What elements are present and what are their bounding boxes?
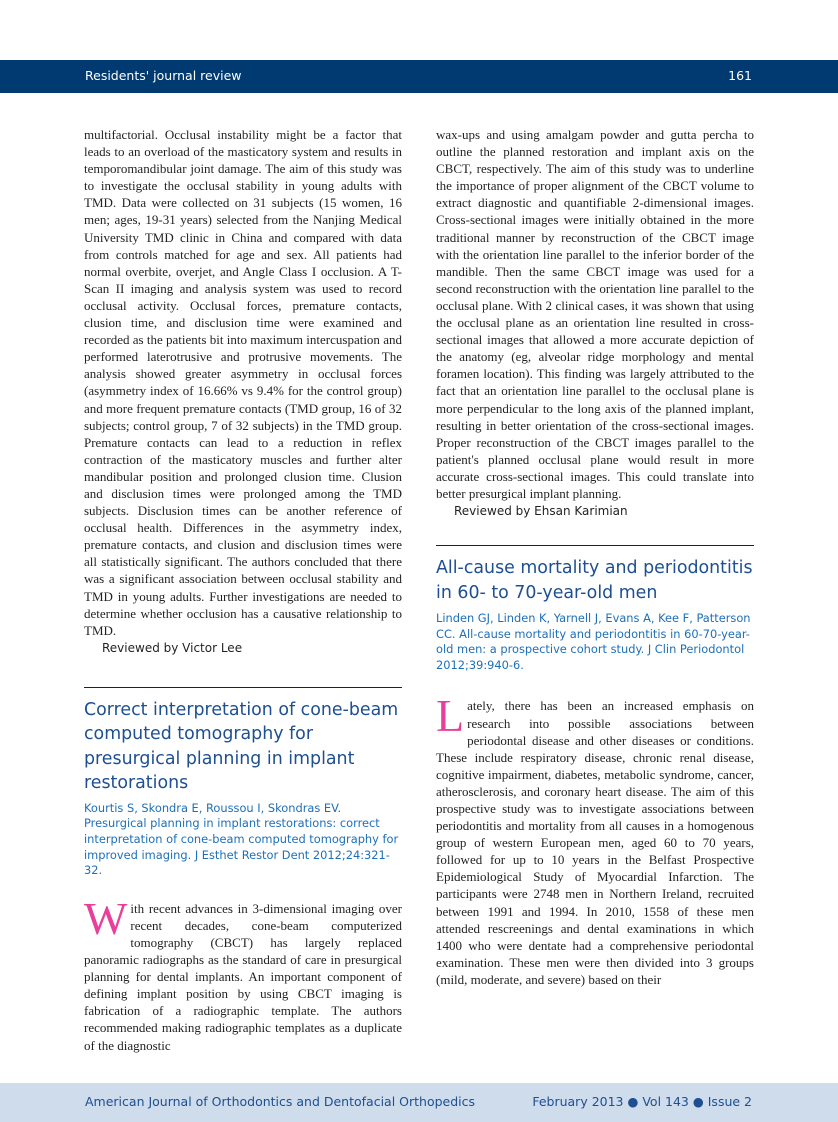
issue-info: February 2013 ● Vol 143 ● Issue 2 [532, 1094, 752, 1109]
article-3-body-text: ately, there has been an increased emphasis on research into possible associations between periodontal disease and other diseases or conditions. These include respiratory disease, chronic renal disease, cognitive impairment, diabetes, metabolic syndrome, cancer, atherosclerosis, and coronary heart disease. The aim of this prospective study was to investigate associations between periodontitis and mortality from all causes in a homogenous group of western European men, aged 60 to 70 years, followed for up to 10 years in the Belfast Prospective Epidemiological Study of Myocardial Infarction. The participants were 2748 men in Northern Ireland, recruited between 1991 and 1994. In 2010, 1558 of these men attended rescreenings and dental examinations in which 1400 who were dentate had a comprehensive periodontal examination. These men were then divided into 3 groups (mild, moderate, and severe) based on their [436, 698, 754, 987]
dropcap-letter: W [84, 892, 128, 944]
article-2-citation: Kourtis S, Skondra E, Roussou I, Skondras EV. Presurgical planning in implant restorations: correct interpretation of cone-beam computed tomography for improved imaging. J Esthet Restor Dent 2012;24:321-32. [84, 800, 399, 878]
article-2-title: Correct interpretation of cone-beam computed tomography for presurgical planning in implant restorations [84, 699, 399, 794]
running-footer [0, 1083, 838, 1122]
article-2-body-start [84, 892, 402, 1054]
article-divider [84, 687, 402, 688]
running-header [0, 60, 838, 93]
article-1-reviewer: Reviewed by Victor Lee [102, 640, 243, 655]
dropcap-letter: L [436, 690, 465, 742]
left-column [84, 126, 402, 1054]
article-3-citation: Linden GJ, Linden K, Yarnell J, Evans A, Kee F, Patterson CC. All-cause mortality and periodontitis in 60-70-year-old men: a prospective cohort study. J Clin Periodontol 2012;39:940-6. [436, 611, 751, 672]
article-3-title: All-cause mortality and periodontitis in 60- to 70-year-old men [436, 558, 753, 603]
article-3-body-start [436, 690, 754, 988]
article-2-body-continued: wax-ups and using amalgam powder and gutta percha to outline the planned restoration and implant axis on the CBCT, respectively. The aim of this study was to underline the importance of proper alignment of the CBCT volume to extract diagnostic and quantifiable 2-dimensional images. Cross-sectional images were initially obtained in the more traditional manner by reconstruction of the CBCT image with the orientation line parallel to the inferior border of the mandible. Then the same CBCT image was used for a second reconstruction with the orientation line parallel to the occlusal plane. With 2 clinical cases, it was shown that using the occlusal plane as an orientation line resulted in cross-sectional images that allowed a more accurate depiction of the anatomy (eg, alveolar ridge morphology and mental foramen location). This finding was largely attributed to the fact that an orientation line parallel to the occlusal plane is more perpendicular to the long axis of the planned implant, resulting in better orientation of the cross-sectional images. Proper reconstruction of the CBCT images parallel to the patient's planned occlusal plane would result in more accurate cross-sectional images. This could translate into better presurgical implant planning. [436, 127, 754, 501]
journal-name: American Journal of Orthodontics and Dentofacial Orthopedics [85, 1094, 476, 1109]
section-title: Residents' journal review [85, 68, 242, 83]
page-number: 161 [728, 68, 752, 83]
article-divider [436, 545, 754, 546]
article-2-body-text: ith recent advances in 3-dimensional imaging over recent decades, cone-beam computerized tomography (CBCT) has largely replaced panoramic radiographs as the standard of care in presurgical planning for dental implants. An important component of defining implant position by using CBCT imaging is fabrication of a radiographic template. The authors recommended making radiographic templates as a duplicate of the diagnostic [84, 900, 402, 1053]
right-column [436, 126, 754, 988]
article-2-reviewer: Reviewed by Ehsan Karimian [454, 504, 628, 519]
article-1-body-continued: multifactorial. Occlusal instability might be a factor that leads to an overload of the masticatory system and results in temporomandibular joint damage. The aim of this study was to investigate the occlusal stability in young adults with TMD. Data were collected on 31 subjects (15 women, 16 men; ages, 19-31 years) selected from the Nanjing Medical University TMD clinic in China and compared with data from controls matched for age and sex. All patients had normal overbite, overjet, and Angle Class I occlusion. A T-Scan II imaging and analysis system was used to record occlusal activity. Occlusal forces, premature contacts, clusion time, and disclusion time were examined and recorded as the patients bit into maximum intercuspation and performed laterotrusive and protrusive movements. The analysis showed greater asymmetry in occlusal forces (asymmetry index of 16.66% vs 9.4% for the control group) and more frequent premature contacts (TMD group, 16 of 32 subjects; control group, 7 of 32 subjects) in the TMD group. Premature contacts can lead to a reduction in reflex contraction of the masticatory muscles and further alter mandibular position and prolonged clusion time. Clusion and disclusion times were prolonged among the TMD subjects. Disclusion times can be another reference of occlusal health. Differences in the asymmetry index, premature contacts, and clusion and disclusion times were all statistically significant. The authors concluded that there was a significant association between occlusal stability and TMD in young adults. Further investigations are needed to determine whether occlusion has a causative relationship to TMD. [84, 127, 402, 638]
